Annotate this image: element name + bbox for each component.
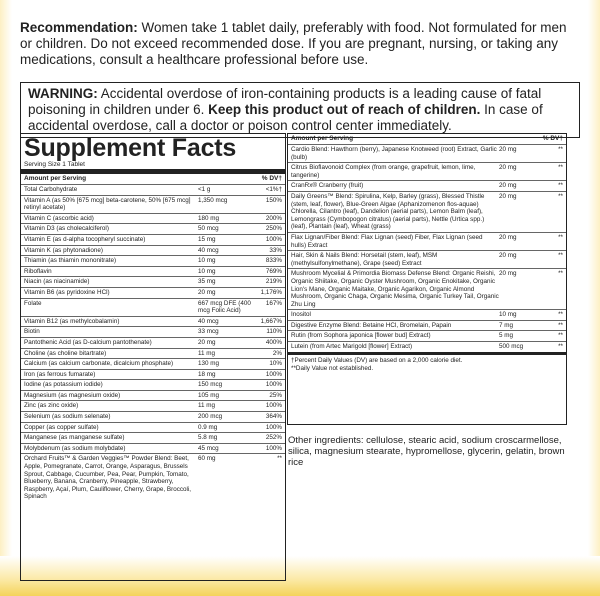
- nutrient-dv: 100%: [265, 381, 282, 389]
- nutrient-dv: **: [558, 270, 563, 278]
- nutrient-name: Vitamin B6 (as pyridoxine HCl): [24, 288, 110, 296]
- warning-bold: Keep this product out of reach of children.: [208, 102, 481, 117]
- nutrient-amount: 20 mg: [499, 146, 517, 153]
- nutrient-name: Pantothenic Acid (as D-calcium pantothenate): [24, 338, 152, 346]
- nutrient-dv: 2%: [272, 349, 282, 357]
- facts-row: [21, 348, 285, 359]
- nutrient-name: Magnesium (as magnesium oxide): [24, 391, 121, 399]
- nutrient-name: Folate: [24, 299, 42, 307]
- nutrient-name: Inositol: [291, 311, 311, 319]
- nutrient-dv: 219%: [265, 278, 282, 286]
- nutrient-name: CranRx® Cranberry (fruit): [291, 182, 364, 190]
- nutrient-dv: **: [558, 164, 563, 172]
- nutrient-amount: 20 mg: [499, 164, 517, 172]
- nutrient-dv: 25%: [269, 391, 282, 399]
- nutrient-name: Vitamin E (as d-alpha tocopheryl succinate): [24, 235, 146, 243]
- facts-row: [21, 184, 285, 195]
- nutrient-name: Vitamin D3 (as cholecalciferol): [24, 225, 109, 233]
- other-ingredients: Other ingredients: cellulose, stearic acid, sodium croscarmellose, silica, magnesium stearate, hypromellose, glycerin, gelatin, brown rice: [288, 435, 565, 468]
- facts-row: [21, 337, 285, 348]
- facts-row: [288, 232, 566, 250]
- right-edge: [588, 0, 600, 596]
- nutrient-amount: 1,350 mcg: [198, 196, 228, 204]
- nutrient-amount: 0.9 mg: [198, 423, 218, 431]
- nutrient-amount: 20 mg: [499, 233, 517, 241]
- facts-row: [21, 287, 285, 298]
- nutrient-amount: 7 mg: [499, 321, 513, 329]
- recommendation-label: Recommendation:: [20, 20, 138, 35]
- nutrient-amount: 18 mg: [198, 370, 216, 378]
- nutrient-name: Thiamin (as thiamin mononitrate): [24, 257, 117, 265]
- footnote-dv-not-established: **Daily Value not established.: [291, 364, 374, 372]
- nutrient-dv: 100%: [265, 370, 282, 378]
- nutrient-amount: 40 mcg: [198, 317, 219, 325]
- nutrient-dv: 364%: [265, 413, 282, 421]
- nutrient-dv: 833%: [265, 257, 282, 265]
- nutrient-amount: 50 mcg: [198, 225, 219, 233]
- nutrient-dv: 400%: [265, 338, 282, 346]
- recommendation-body: Women take 1 tablet daily, preferably with food. Not formulated for men or children. Do not exceed recommended dose. If you are pregnant, nursing, or taking any medications, consult a healthcare professional before use.: [20, 20, 567, 67]
- facts-row: [288, 268, 566, 309]
- nutrient-amount: 5.8 mg: [198, 434, 218, 442]
- nutrient-dv: 33%: [269, 246, 282, 254]
- nutrient-amount: 200 mcg: [198, 413, 223, 421]
- nutrient-name: Citrus Bioflavonoid Complex (from orange, grapefruit, lemon, lime, tangerine): [291, 164, 476, 179]
- supplement-facts-panel: [20, 133, 286, 581]
- nutrient-name: Iodine (as potassium iodide): [24, 381, 103, 389]
- footnote-dv: †Percent Daily Values (DV) are based on a 2,000 calorie diet.: [291, 356, 463, 364]
- warning-label: WARNING:: [28, 86, 98, 101]
- facts-row: [21, 223, 285, 234]
- facts-row: [21, 400, 285, 411]
- nutrient-amount: 105 mg: [198, 391, 220, 399]
- facts-row: [21, 213, 285, 224]
- serving-size: Serving Size 1 Tablet: [24, 161, 85, 168]
- nutrient-name: Riboflavin: [24, 267, 52, 275]
- nutrient-name: Choline (as choline bitartrate): [24, 349, 107, 357]
- nutrient-name: Daily Greens™ Blend: Spirulina, Kelp, Barley (grass), Blessed Thistle (stem, leaf, flower), Blue-Green Algae (Aphanizomenon flos-aquae) Chlorella, Cilantro (leaf), Dandelion (aerial parts), Lemon Balm (leaf), Lemongrass (Cymbopogon citratus) (aerial parts), Nettle (Urtica spp.) (leaf), Plantain (leaf), Wheat (grass): [291, 192, 485, 231]
- nutrient-amount: 5 mg: [499, 332, 513, 340]
- warning-box: [20, 82, 580, 138]
- facts-row: [288, 250, 566, 268]
- nutrient-dv: **: [558, 311, 563, 319]
- nutrient-dv: 167%: [265, 299, 282, 307]
- facts-row: [288, 191, 566, 232]
- nutrient-dv: **: [558, 343, 563, 351]
- facts-row: [21, 443, 285, 454]
- facts-row: [21, 195, 285, 213]
- nutrient-dv: 100%: [265, 423, 282, 431]
- facts-row: [288, 180, 566, 191]
- nutrient-amount: 130 mg: [198, 360, 220, 368]
- nutrient-amount: 11 mg: [198, 402, 216, 410]
- nutrient-dv: **: [558, 321, 563, 329]
- facts2-header: [288, 134, 566, 144]
- nutrient-amount: 20 mg: [198, 338, 216, 346]
- facts-row: [21, 276, 285, 287]
- nutrient-amount: 20 mg: [499, 182, 517, 190]
- nutrient-amount: 500 mcg: [499, 343, 524, 351]
- nutrient-name: Vitamin A (as 50% [675 mcg] beta-carotene, 50% [675 mcg] retinyl acetate): [24, 196, 191, 212]
- nutrient-dv: <1%†: [265, 186, 282, 193]
- facts-row: [288, 320, 566, 331]
- nutrient-name: Orchard Fruits™ & Garden Veggies™ Powder Blend: Beet, Apple, Pomegranate, Carrot, Orange, Asparagus, Brussels Sprout, Cabbage, Cucumber, Pea, Pear, Pumpkin, Tomato, Blueberry, Banana, Cranberry, Pineapple, Strawberry, Raspberry, Açaí, Plum, Cauliflower, Cherry, Grape, Broccoli, Spinach: [24, 455, 192, 501]
- nutrient-name: Molybdenum (as sodium molybdate): [24, 444, 126, 452]
- nutrient-name: Biotin: [24, 328, 40, 336]
- facts-row: [21, 453, 285, 502]
- col-amount-2: Amount per Serving: [291, 135, 354, 142]
- nutrient-amount: 35 mg: [198, 278, 216, 286]
- facts-row: [21, 234, 285, 245]
- facts-row: [21, 422, 285, 433]
- supplement-facts-title: Supplement Facts: [24, 134, 237, 162]
- nutrient-name: Vitamin B12 (as methylcobalamin): [24, 317, 120, 325]
- facts2-rows: [288, 144, 566, 352]
- col-dv-2: % DV†: [542, 135, 563, 142]
- nutrient-name: Vitamin K (as phytonadione): [24, 246, 103, 254]
- nutrient-amount: 10 mg: [198, 267, 216, 275]
- recommendation-text: [20, 20, 580, 68]
- left-edge: [0, 0, 12, 596]
- nutrient-name: Rutin (from Sophora japonica [flower bud] Extract): [291, 332, 431, 340]
- nutrient-name: Cardio Blend: Hawthorn (berry), Japanese Knotweed (root) Extract, Garlic (bulb): [291, 146, 497, 161]
- facts-row: [21, 411, 285, 422]
- nutrient-name: Copper (as copper sulfate): [24, 423, 99, 431]
- nutrient-dv: **: [277, 455, 282, 463]
- nutrient-dv: 769%: [265, 267, 282, 275]
- facts-row: [21, 358, 285, 369]
- nutrient-name: Zinc (as zinc oxide): [24, 402, 79, 410]
- nutrient-dv: 10%: [269, 360, 282, 368]
- nutrient-dv: **: [558, 192, 563, 200]
- nutrient-amount: 20 mg: [499, 270, 517, 278]
- nutrient-dv: **: [558, 146, 563, 153]
- nutrient-name: Mushroom Mycelial & Primordia Biomass Defense Blend: Organic Reishi, Organic Shiitake, Organic Oyster Mushroom, Organic Enokitake, Organic Lion's Mane, Organic Maitake, Organic Agarikon, Organic Almond Mushroom, Organic Chaga, Organic Mesima, Organic Turkey Tail, Organic Zhu Ling: [291, 270, 499, 308]
- col-amount: Amount per Serving: [24, 175, 87, 182]
- nutrient-amount: <1 g: [198, 186, 211, 193]
- nutrient-dv: 100%: [265, 444, 282, 452]
- facts-footnotes: [288, 352, 566, 375]
- facts-row: [21, 245, 285, 256]
- nutrient-dv: 200%: [265, 214, 282, 222]
- nutrient-dv: 1,176%: [260, 288, 282, 296]
- facts-row: [21, 390, 285, 401]
- facts-row: [21, 266, 285, 277]
- nutrient-name: Selenium (as sodium selenate): [24, 413, 111, 421]
- nutrient-amount: 20 mg: [499, 252, 517, 260]
- facts-row: [288, 144, 566, 162]
- nutrient-amount: 45 mcg: [198, 444, 219, 452]
- nutrient-amount: 20 mg: [198, 288, 216, 296]
- facts-row: [21, 326, 285, 337]
- nutrient-name: Calcium (as calcium carbonate, dicalcium phosphate): [24, 360, 174, 368]
- nutrient-amount: 40 mcg: [198, 246, 219, 254]
- facts-row: [21, 298, 285, 316]
- facts-row: [288, 162, 566, 180]
- col-dv: % DV†: [261, 175, 282, 182]
- warning-text-2: In case of accidental overdose, call a doctor or poison control center immediately.: [28, 102, 543, 133]
- nutrient-amount: 33 mcg: [198, 328, 219, 336]
- nutrient-dv: 100%: [265, 402, 282, 410]
- facts-row: [21, 379, 285, 390]
- nutrient-amount: 150 mcg: [198, 381, 223, 389]
- facts-row: [288, 330, 566, 341]
- nutrient-dv: 250%: [265, 225, 282, 233]
- facts-row: [288, 309, 566, 320]
- facts-row: [288, 341, 566, 352]
- nutrient-dv: 110%: [266, 328, 282, 336]
- nutrient-amount: 11 mg: [198, 349, 216, 357]
- facts-row: [21, 369, 285, 380]
- nutrient-name: Hair, Skin & Nails Blend: Horsetail (stem, leaf), MSM (methylsulfonylmethane), Grape (seed) Extract: [291, 252, 438, 267]
- nutrient-name: Digestive Enzyme Blend: Betaine HCl, Bromelain, Papain: [291, 321, 452, 329]
- warning-text-1: Accidental overdose of iron-containing products is a leading cause of fatal poisoning in children under 6.: [28, 86, 542, 117]
- nutrient-dv: **: [558, 332, 563, 340]
- nutrient-dv: **: [558, 233, 563, 241]
- nutrient-amount: 10 mg: [499, 311, 517, 319]
- nutrient-dv: 100%: [265, 235, 282, 243]
- nutrient-name: Manganese (as manganese sulfate): [24, 434, 125, 442]
- supplement-facts-continued: [287, 133, 567, 425]
- nutrient-dv: 150%: [265, 196, 282, 204]
- nutrient-name: Vitamin C (ascorbic acid): [24, 214, 94, 222]
- nutrient-dv: 1,667%: [260, 317, 282, 325]
- nutrient-dv: 252%: [265, 434, 282, 442]
- nutrient-name: Niacin (as niacinamide): [24, 278, 90, 286]
- facts-header: [21, 169, 285, 184]
- facts-row: [21, 316, 285, 327]
- facts-row: [21, 255, 285, 266]
- nutrient-name: Lutein (from Artec Marigold [flower] Extract): [291, 343, 413, 351]
- nutrient-name: Flax Lignan/Fiber Blend: Flax Lignan (seed) Fiber, Flax Lignan (seed hulls) Extract: [291, 233, 483, 249]
- nutrient-amount: 667 mcg DFE (400 mcg Folic Acid): [198, 299, 251, 315]
- nutrient-amount: 15 mg: [198, 235, 216, 243]
- nutrient-dv: **: [558, 182, 563, 190]
- nutrient-amount: 20 mg: [499, 192, 517, 200]
- facts-rows: [21, 184, 285, 502]
- nutrient-amount: 180 mg: [198, 214, 220, 222]
- nutrient-name: Iron (as ferrous fumarate): [24, 370, 96, 378]
- facts-row: [21, 432, 285, 443]
- nutrient-amount: 10 mg: [198, 257, 216, 265]
- nutrient-dv: **: [558, 252, 563, 260]
- nutrient-amount: 60 mg: [198, 455, 216, 463]
- nutrient-name: Total Carbohydrate: [24, 186, 78, 193]
